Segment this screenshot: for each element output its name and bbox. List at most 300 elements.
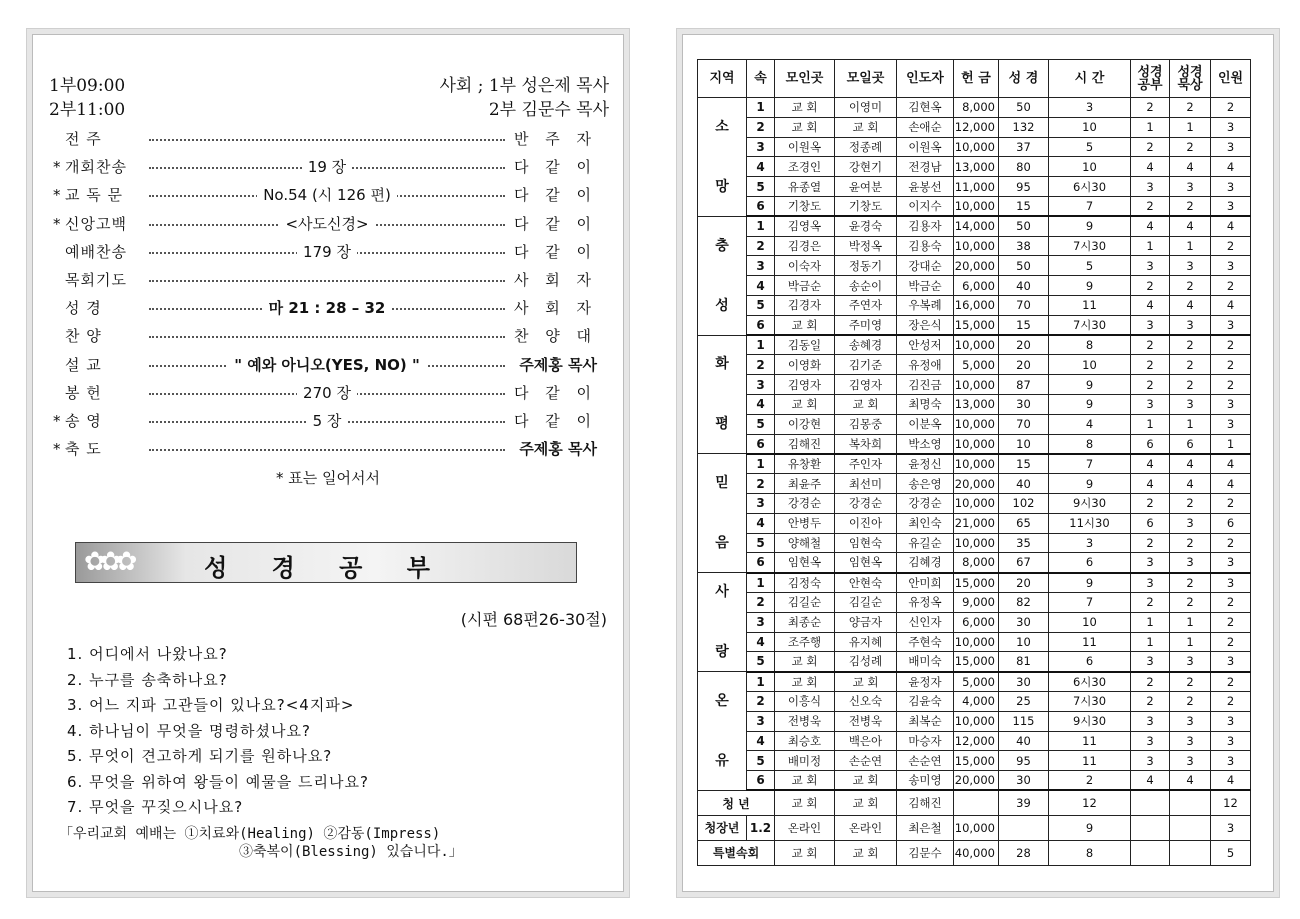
table-cell: 10 (1049, 157, 1131, 177)
table-cell: 9 (1049, 394, 1131, 414)
order-item-leader: 다 같 이 (513, 158, 597, 177)
table-cell: 30 (999, 394, 1049, 414)
table-cell: 15 (999, 196, 1049, 216)
table-cell: 김용자 (897, 216, 954, 236)
table-cell: 교 회 (775, 98, 835, 118)
service-time-2: 2부11:00 (49, 100, 126, 120)
table-cell: 1 (1131, 612, 1170, 632)
table-cell: 39 (999, 790, 1049, 815)
order-item-detail (149, 212, 505, 236)
order-item-leader: 다 같 이 (513, 186, 597, 205)
table-cell: 교 회 (775, 672, 835, 692)
table-cell: 박정옥 (835, 236, 897, 256)
row-label-cell: 청 년 (698, 790, 775, 815)
order-detail-text: 19 장 (302, 158, 352, 176)
table-cell: 김길순 (775, 592, 835, 612)
table-header-cell: 속 (747, 60, 775, 98)
table-row (698, 394, 1251, 414)
table-cell: 2 (1211, 612, 1251, 632)
table-cell: 김몽중 (835, 414, 897, 434)
table-cell: 김현옥 (897, 98, 954, 118)
table-row (698, 295, 1251, 315)
table-cell: 3 (1211, 177, 1251, 197)
table-cell: 3 (1131, 731, 1170, 751)
order-row (53, 324, 597, 348)
table-cell: 1 (1170, 117, 1211, 137)
order-star: * (53, 440, 61, 459)
order-star: * (53, 412, 61, 430)
table-cell: 유정애 (897, 355, 954, 375)
header-line: 성경 (1177, 64, 1203, 80)
table-cell: 37 (999, 137, 1049, 157)
order-star: * (53, 158, 61, 177)
table-cell: 이원옥 (897, 137, 954, 157)
table-header-cell: 인도자 (897, 60, 954, 98)
table-cell: 5 (747, 751, 775, 771)
table-cell: 4 (1170, 295, 1211, 315)
table-cell: 강현기 (835, 157, 897, 177)
table-cell: 81 (999, 652, 1049, 672)
question-item: 7. 무엇을 꾸짖으시나요? (67, 798, 244, 816)
question-item: 6. 무엇을 위하여 왕들이 예물을 드리나요? (67, 772, 369, 791)
table-cell: 전병욱 (835, 711, 897, 731)
table-row (698, 236, 1251, 256)
table-cell: 50 (999, 98, 1049, 118)
table-cell: 4 (1131, 454, 1170, 474)
table-cell: 70 (999, 414, 1049, 434)
table-cell: 7 (1049, 196, 1131, 216)
table-cell: 김경은 (775, 236, 835, 256)
table-header-cell: 모인곳 (775, 60, 835, 98)
table-cell: 1 (747, 672, 775, 692)
table-cell: 115 (999, 711, 1049, 731)
table-cell: 4 (747, 632, 775, 652)
table-cell: 최승호 (775, 731, 835, 751)
table-row (698, 434, 1251, 454)
order-row (53, 353, 597, 377)
table-row (698, 177, 1251, 197)
table-cell: 강경순 (835, 493, 897, 513)
order-item-name: 찬 양 (65, 327, 102, 346)
table-row (698, 771, 1251, 791)
table-cell: 4 (1131, 157, 1170, 177)
table-cell: 10 (999, 434, 1049, 454)
flower-icon: ✿✿✿ (84, 547, 132, 577)
table-cell: 교 회 (775, 315, 835, 335)
table-cell: 김경자 (775, 295, 835, 315)
table-cell: 교 회 (775, 771, 835, 791)
table-cell: 김해진 (897, 790, 954, 815)
table-cell: 교 회 (775, 652, 835, 672)
table-cell: 3 (1211, 731, 1251, 751)
table-cell: 백은아 (835, 731, 897, 751)
table-body (698, 98, 1251, 866)
table-cell: 3 (1211, 711, 1251, 731)
table-cell: 21,000 (954, 513, 999, 533)
table-cell: 2 (1131, 137, 1170, 157)
order-detail-text: No.54 (시 126 편) (257, 186, 397, 204)
table-cell: 이강현 (775, 414, 835, 434)
header-line: 공부 (1137, 77, 1163, 93)
table-cell (999, 815, 1049, 840)
table-cell: 7시30 (1049, 691, 1131, 711)
order-detail-text: 5 장 (307, 412, 348, 430)
table-row (698, 355, 1251, 375)
table-cell: 2 (1131, 196, 1170, 216)
table-header-cell: 모일곳 (835, 60, 897, 98)
table-row (698, 315, 1251, 335)
table-cell: 2 (1211, 691, 1251, 711)
order-item-detail (149, 381, 505, 405)
table-cell: 주인자 (835, 454, 897, 474)
table-cell: 11 (1049, 751, 1131, 771)
table-cell: 1 (1211, 434, 1251, 454)
table-cell: 윤경숙 (835, 216, 897, 236)
table-cell: 10,000 (954, 375, 999, 395)
order-item-leader: 찬 양 대 (513, 327, 597, 346)
table-row (698, 117, 1251, 137)
table-cell: 3 (1170, 553, 1211, 573)
table-cell: 1 (747, 573, 775, 593)
table-row (698, 691, 1251, 711)
table-cell: 8 (1049, 335, 1131, 355)
table-cell: 임현옥 (835, 553, 897, 573)
table-cell: 67 (999, 553, 1049, 573)
table-header-cell (1131, 60, 1170, 98)
table-cell: 주연자 (835, 295, 897, 315)
table-cell: 3 (1170, 513, 1211, 533)
question-item: 4. 하나님이 무엇을 명령하셨나요? (67, 721, 311, 740)
table-cell: 8 (1049, 840, 1131, 865)
question-item: 1. 어디에서 나왔나요? (67, 645, 228, 663)
table-cell: 교 회 (835, 672, 897, 692)
table-cell: 6 (1131, 513, 1170, 533)
table-cell: 2 (1211, 98, 1251, 118)
table-cell: 2 (1211, 493, 1251, 513)
table-cell: 6시30 (1049, 177, 1131, 197)
table-cell: 3 (1131, 553, 1170, 573)
table-cell: 6 (747, 434, 775, 454)
order-item-name: 교 독 문 (65, 186, 124, 205)
table-cell: 15 (999, 454, 1049, 474)
table-cell: 6시30 (1049, 672, 1131, 692)
table-cell: 6 (747, 196, 775, 216)
table-cell: 10,000 (954, 711, 999, 731)
table-row (698, 840, 1251, 865)
table-cell: 송순이 (835, 276, 897, 296)
table-cell: 4 (747, 513, 775, 533)
table-cell: 윤정신 (897, 454, 954, 474)
table-cell: 박금순 (775, 276, 835, 296)
table-cell: 송혜경 (835, 335, 897, 355)
table-cell: 10,000 (954, 632, 999, 652)
table-cell: 2 (1131, 355, 1170, 375)
table-row (698, 612, 1251, 632)
table-cell: 마승자 (897, 731, 954, 751)
table-header-cell: 헌 금 (954, 60, 999, 98)
table-cell: 11 (1049, 295, 1131, 315)
table-cell: 김영자 (775, 375, 835, 395)
table-cell: 6,000 (954, 612, 999, 632)
table-cell: 4 (1170, 454, 1211, 474)
table-cell: 4 (1211, 216, 1251, 236)
order-item-leader: 사 회 자 (513, 271, 597, 289)
table-cell: 13,000 (954, 157, 999, 177)
table-cell: 1 (1170, 414, 1211, 434)
table-cell: 윤여분 (835, 177, 897, 197)
table-header-cell: 인원 (1211, 60, 1251, 98)
table-cell: 4 (1170, 216, 1211, 236)
table-cell: 유정옥 (897, 592, 954, 612)
order-item-leader: 다 같 이 (513, 383, 597, 402)
table-cell: 조주행 (775, 632, 835, 652)
region-name-cell: 믿 음 (698, 454, 747, 573)
table-header-cell: 지역 (698, 60, 747, 98)
order-item-name: 봉 헌 (65, 383, 102, 402)
order-item-name: 신앙고백 (65, 214, 127, 233)
table-row (698, 711, 1251, 731)
table-cell: 2 (1131, 98, 1170, 118)
table-cell: 최인숙 (897, 513, 954, 533)
table-cell: 3 (1170, 256, 1211, 276)
table-cell: 김정숙 (775, 573, 835, 593)
table-cell: 2 (1131, 592, 1170, 612)
table-cell: 35 (999, 533, 1049, 553)
table-cell: 신인자 (897, 612, 954, 632)
table-cell: 2 (1211, 236, 1251, 256)
table-row (698, 493, 1251, 513)
table-cell: 1 (1131, 117, 1170, 137)
table-cell: 9,000 (954, 592, 999, 612)
table-cell: 65 (999, 513, 1049, 533)
table-cell: 30 (999, 612, 1049, 632)
table-cell: 4 (747, 276, 775, 296)
table-cell: 38 (999, 236, 1049, 256)
table-header-cell: 시 간 (1049, 60, 1131, 98)
table-cell: 16,000 (954, 295, 999, 315)
table-cell: 온라인 (775, 815, 835, 840)
table-cell: 5 (747, 652, 775, 672)
table-cell: 김영옥 (775, 216, 835, 236)
table-cell: 3 (1211, 414, 1251, 434)
table-cell: 최은철 (897, 815, 954, 840)
table-cell: 6 (1049, 652, 1131, 672)
table-cell: 양해철 (775, 533, 835, 553)
leader-dots (149, 320, 505, 338)
table-cell: 이숙자 (775, 256, 835, 276)
table-cell: 3 (747, 375, 775, 395)
table-cell: 10,000 (954, 236, 999, 256)
table-row (698, 157, 1251, 177)
table-cell: 7시30 (1049, 236, 1131, 256)
table-row (698, 474, 1251, 494)
table-cell: 1 (1131, 414, 1170, 434)
table-cell: 3 (1131, 751, 1170, 771)
table-cell: 10 (1049, 117, 1131, 137)
table-cell: 6 (747, 553, 775, 573)
table-cell: 1 (1170, 632, 1211, 652)
table-cell: 최복순 (897, 711, 954, 731)
table-cell: 전경남 (897, 157, 954, 177)
table-cell: 안현숙 (835, 573, 897, 593)
order-row (53, 437, 597, 461)
table-cell: 전병욱 (775, 711, 835, 731)
table-cell: 온라인 (835, 815, 897, 840)
table-cell: 2 (1211, 672, 1251, 692)
question-item: 3. 어느 지파 고관들이 있나요?<4지파> (67, 696, 355, 714)
table-cell: 2 (747, 355, 775, 375)
order-detail-text: " 예와 아니오(YES, NO) " (228, 356, 426, 374)
table-cell: 50 (999, 216, 1049, 236)
table-header-cell (1170, 60, 1211, 98)
table-cell: 10,000 (954, 414, 999, 434)
table-cell: 10 (1049, 355, 1131, 375)
order-row (53, 212, 597, 236)
table-cell: 12,000 (954, 731, 999, 751)
table-cell: 김기준 (835, 355, 897, 375)
table-row (698, 632, 1251, 652)
table-cell: 40 (999, 276, 1049, 296)
table-cell: 송미영 (897, 771, 954, 791)
table-cell: 2 (1170, 672, 1211, 692)
table-cell: 9시30 (1049, 493, 1131, 513)
table-row (698, 573, 1251, 593)
table-cell: 25 (999, 691, 1049, 711)
table-cell: 이영미 (835, 98, 897, 118)
table-cell: 3 (1211, 394, 1251, 414)
table-cell: 30 (999, 672, 1049, 692)
bulletin-right-page (682, 34, 1274, 892)
table-cell: 3 (747, 711, 775, 731)
table-cell (954, 790, 999, 815)
table-cell: 9 (1049, 375, 1131, 395)
table-cell: 9 (1049, 216, 1131, 236)
table-cell: 95 (999, 177, 1049, 197)
bible-study-title: 성 경 공 부 (204, 554, 448, 582)
table-cell: 2 (1211, 375, 1251, 395)
table-cell: 95 (999, 751, 1049, 771)
table-cell: 4 (1131, 474, 1170, 494)
table-cell: 2 (1131, 335, 1170, 355)
table-cell: 배미정 (775, 751, 835, 771)
table-cell: 8,000 (954, 553, 999, 573)
table-cell: 우복례 (897, 295, 954, 315)
order-item-name: 개회찬송 (65, 158, 127, 177)
table-cell: 4 (1211, 771, 1251, 791)
table-row (698, 335, 1251, 355)
table-cell: 15,000 (954, 751, 999, 771)
table-cell: 2 (1131, 672, 1170, 692)
table-cell: 6 (1049, 553, 1131, 573)
table-cell: 1 (1131, 236, 1170, 256)
table-cell: 2 (1170, 355, 1211, 375)
table-cell: 김성례 (835, 652, 897, 672)
table-cell: 안병두 (775, 513, 835, 533)
table-cell: 20,000 (954, 256, 999, 276)
table-cell: 3 (1211, 751, 1251, 771)
table-cell: 2 (1170, 276, 1211, 296)
table-cell: 7 (1049, 454, 1131, 474)
table-cell: 3 (1211, 315, 1251, 335)
presider-1: 사회 ; 1부 성은제 목사 (439, 76, 609, 96)
table-cell: 2 (1170, 375, 1211, 395)
table-cell: 김혜경 (897, 553, 954, 573)
table-cell: 4 (1170, 157, 1211, 177)
table-cell: 10,000 (954, 137, 999, 157)
table-cell: 이영화 (775, 355, 835, 375)
table-row (698, 751, 1251, 771)
table-cell: 2 (1211, 335, 1251, 355)
table-cell: 10 (1049, 612, 1131, 632)
order-star: * (53, 186, 61, 205)
order-item-name: 축 도 (65, 440, 102, 459)
order-detail-text: <사도신경> (279, 215, 374, 233)
table-cell: 교 회 (835, 840, 897, 865)
leader-dots (149, 123, 505, 141)
table-cell: 배미숙 (897, 652, 954, 672)
table-cell: 교 회 (835, 771, 897, 791)
table-cell: 3 (747, 256, 775, 276)
table-cell: 유지혜 (835, 632, 897, 652)
table-row (698, 276, 1251, 296)
table-cell: 손순연 (897, 751, 954, 771)
table-cell: 1 (747, 454, 775, 474)
table-cell: 30 (999, 771, 1049, 791)
table-cell: 2 (1170, 137, 1211, 157)
order-item-leader: 다 같 이 (513, 242, 597, 261)
closing-statement (59, 825, 463, 861)
order-row (53, 183, 597, 207)
table-cell: 3 (1049, 98, 1131, 118)
cell-group-table (697, 59, 1251, 866)
table-cell: 3 (1170, 652, 1211, 672)
table-row (698, 731, 1251, 751)
table-cell: 양금자 (835, 612, 897, 632)
leader-dots (149, 264, 505, 282)
table-cell: 1 (1131, 632, 1170, 652)
table-cell: 주미영 (835, 315, 897, 335)
table-cell: 김용숙 (897, 236, 954, 256)
table-cell: 2 (1211, 276, 1251, 296)
table-row (698, 790, 1251, 815)
row-label-cell: 청장년 (698, 815, 747, 840)
table-cell: 이분옥 (897, 414, 954, 434)
table-cell: 7시30 (1049, 315, 1131, 335)
table-row (698, 533, 1251, 553)
table-cell: 2 (1211, 355, 1251, 375)
order-item-detail (149, 353, 505, 377)
table-cell: 3 (1170, 394, 1211, 414)
row-label-cell: 특별속회 (698, 840, 775, 865)
table-cell: 4 (1211, 474, 1251, 494)
table-cell: 교 회 (775, 117, 835, 137)
table-cell: 12,000 (954, 117, 999, 137)
table-cell: 10,000 (954, 815, 999, 840)
table-cell: 교 회 (835, 394, 897, 414)
table-cell: 11 (1049, 632, 1131, 652)
table-row (698, 375, 1251, 395)
table-cell (1170, 840, 1211, 865)
table-cell: 신오숙 (835, 691, 897, 711)
table-cell: 4 (747, 157, 775, 177)
table-cell: 복차희 (835, 434, 897, 454)
region-name-cell: 화 평 (698, 335, 747, 454)
table-cell: 9 (1049, 815, 1131, 840)
table-cell: 28 (999, 840, 1049, 865)
table-cell: 3 (1211, 573, 1251, 593)
table-cell: 기창도 (835, 196, 897, 216)
table-cell: 교 회 (835, 117, 897, 137)
